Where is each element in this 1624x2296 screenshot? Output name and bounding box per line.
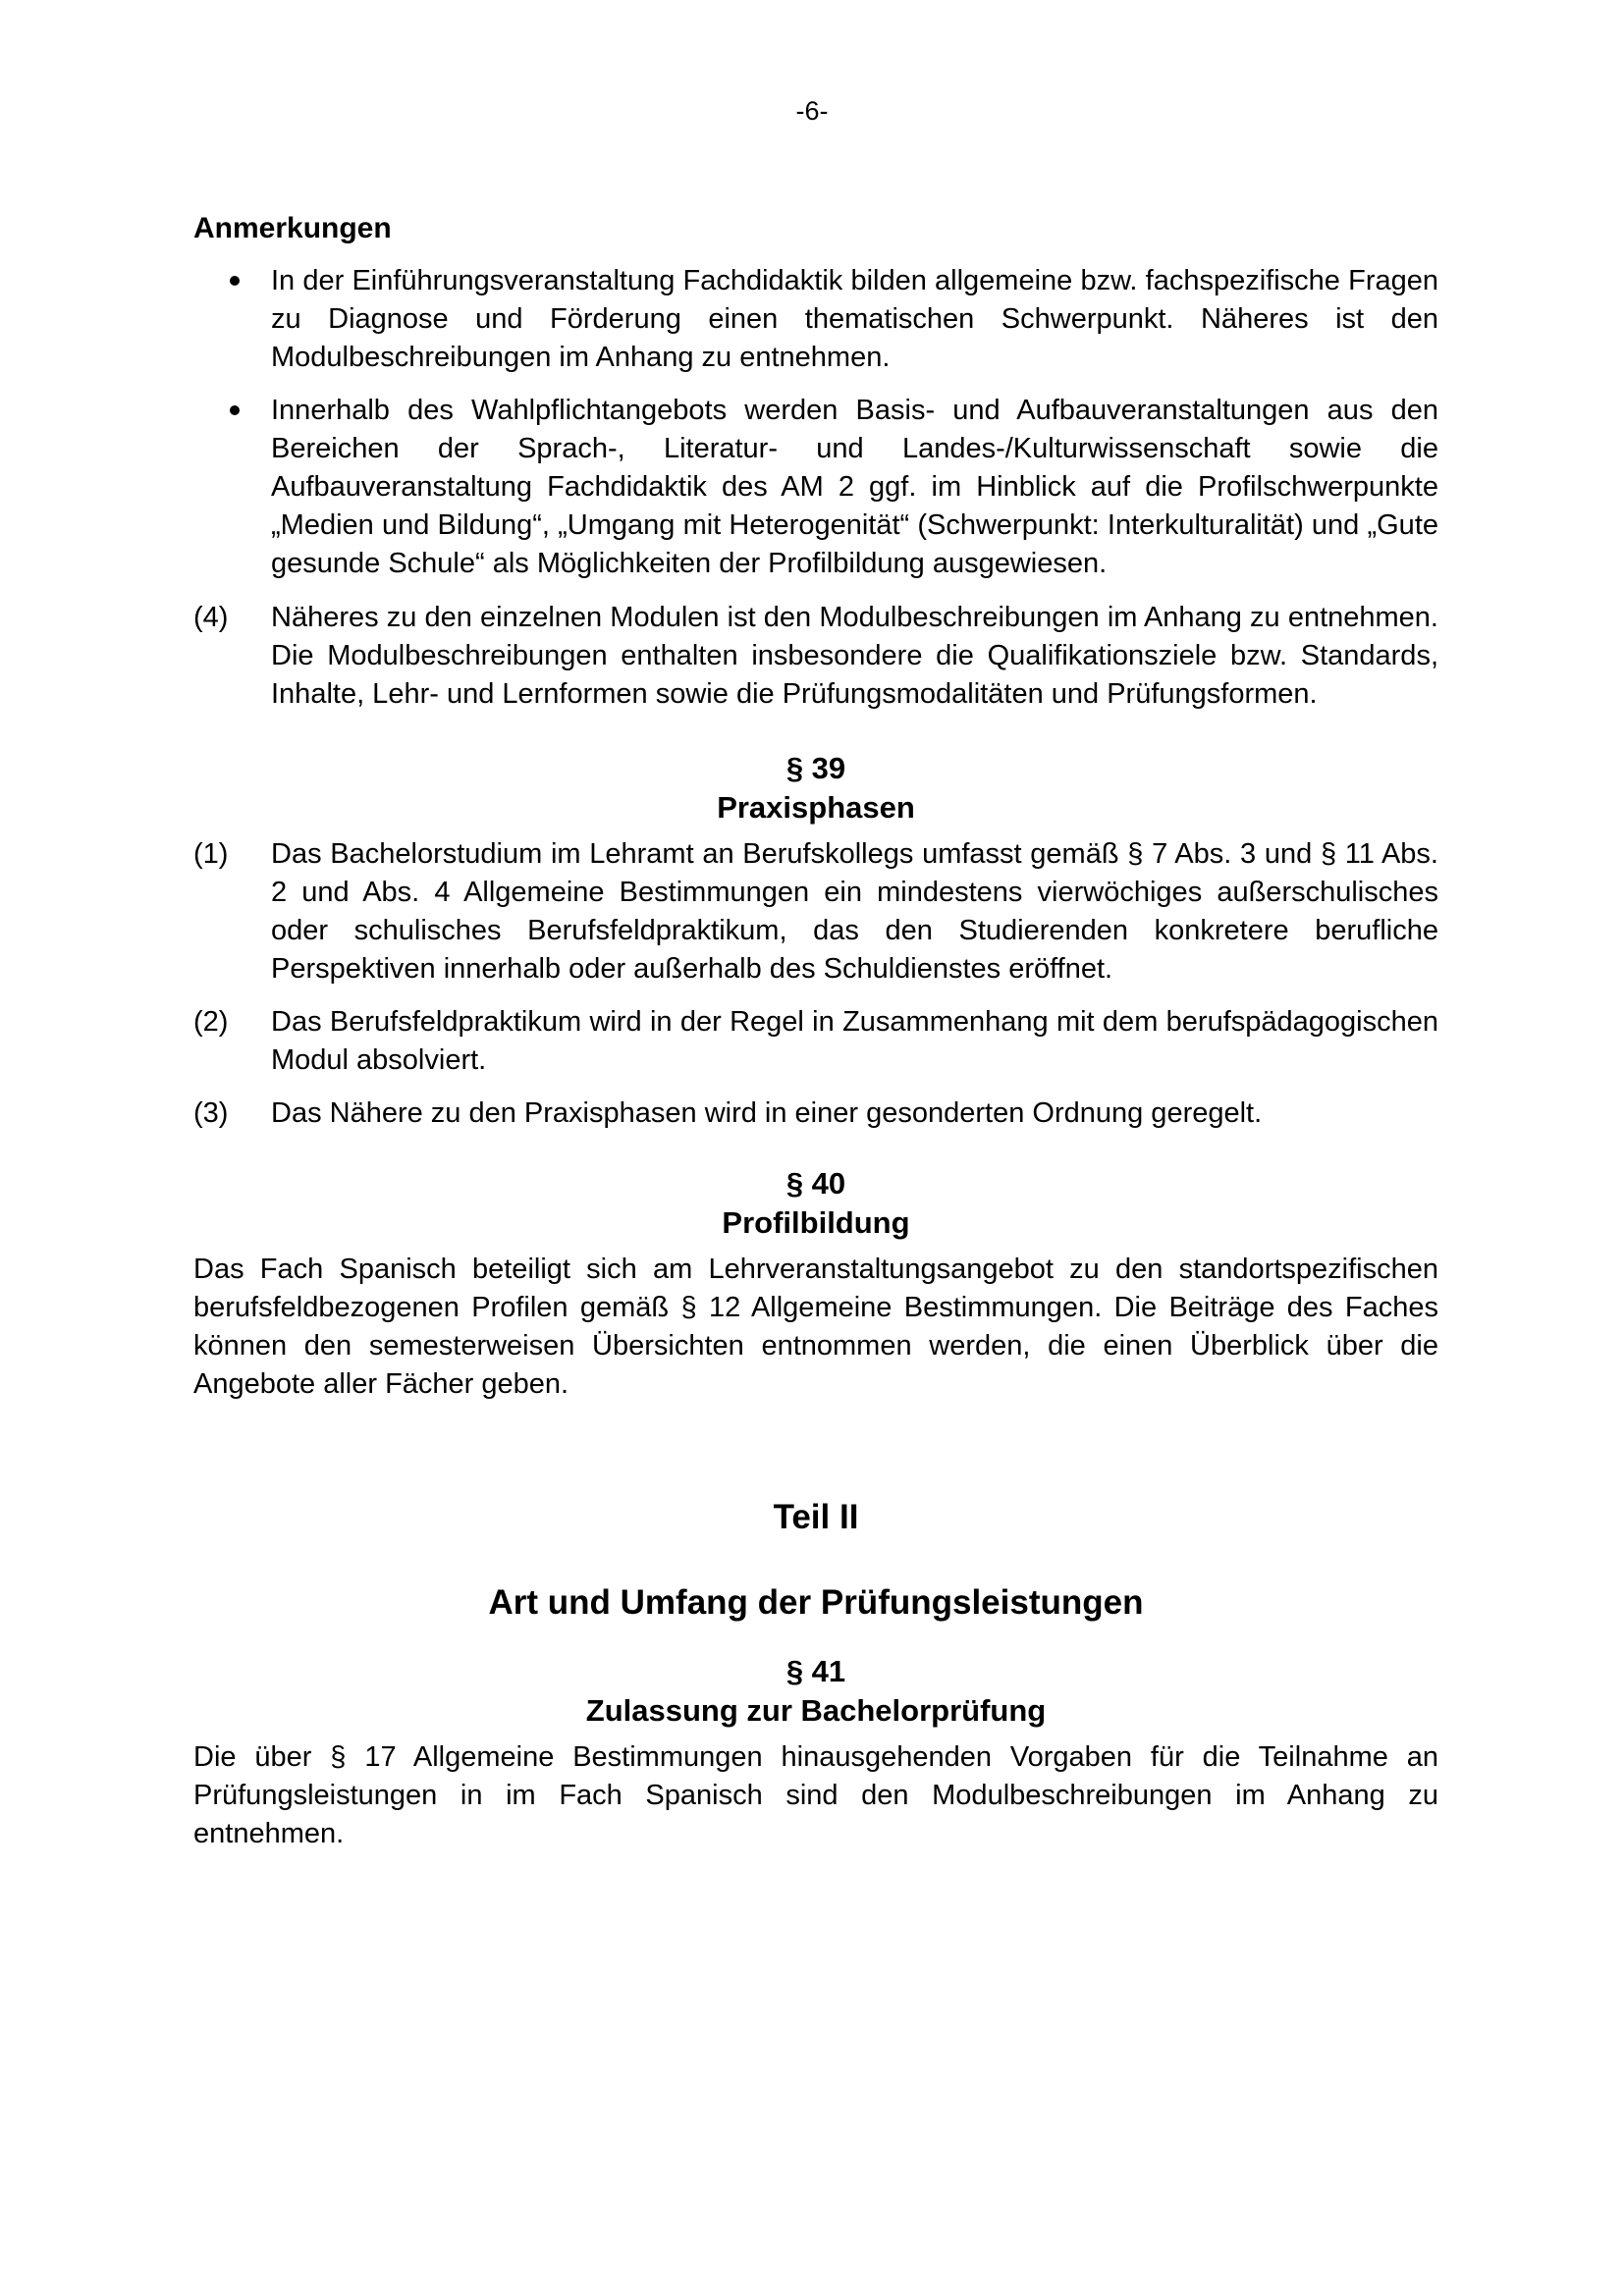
paragraph-text: Das Bachelorstudium im Lehramt an Berufskollegs umfasst gemäß § 7 Abs. 3 und § 11 Abs. 2 und Abs. 4 Allgemeine Bestimmungen ein mindestens vierwöchiges außerschulisches oder schulisches Berufsfeldpraktikum, das den Studierenden konkretere berufliche Perspektiven innerhalb oder außerhalb des Schuldienstes eröffnet. — [271, 838, 1438, 985]
section-39-number: § 39 — [785, 751, 846, 785]
section-40-title: Profilbildung — [722, 1205, 910, 1240]
bullet-icon — [230, 405, 240, 415]
section-41-title: Zulassung zur Bachelorprüfung — [585, 1693, 1047, 1728]
part-title: Teil II — [773, 1498, 859, 1536]
part-subtitle: Art und Umfang der Prüfungsleistungen — [488, 1583, 1144, 1622]
page-number: -6- — [795, 96, 829, 126]
section-41-text: Die über § 17 Allgemeine Bestimmungen hinausgehenden Vorgaben für die Teilnahme an Prüfungsleistungen in im Fach Spanisch sind den Modulbeschreibungen im Anhang zu entnehmen. — [193, 1741, 1438, 1849]
paragraph-number: (2) — [193, 1006, 229, 1038]
paragraph-text: Das Berufsfeldpraktikum wird in der Regel in Zusammenhang mit dem berufspädagogischen Modul absolviert. — [271, 1006, 1438, 1076]
section-41-number: § 41 — [785, 1654, 846, 1688]
anmerkung-bullet-1 — [193, 262, 1438, 377]
anmerkungen-heading: Anmerkungen — [193, 212, 392, 244]
section-39-item-1 — [193, 835, 1438, 988]
section-40-number: § 40 — [785, 1166, 846, 1201]
paragraph-4 — [193, 599, 1438, 714]
paragraph-number: (1) — [193, 838, 229, 870]
document-body — [193, 0, 1438, 1853]
paragraph-text: Das Nähere zu den Praxisphasen wird in einer gesonderten Ordnung geregelt. — [271, 1097, 1263, 1129]
bullet-text: Innerhalb des Wahlpflichtangebots werden Basis- und Aufbauveranstaltungen aus den Bereichen der Sprach-, Literatur- und Landes-/Kulturwissenschaft sowie die Aufbauveranstaltung Fachdidaktik des AM 2 ggf. im Hinblick auf die Profilschwerpunkte „Medien und Bildung“, „Umgang mit Heterogenität“ (Schwerpunkt: Interkulturalität) und „Gute gesunde Schule“ als Möglichkeiten der Profilbildung ausgewiesen. — [271, 395, 1438, 579]
section-39-title: Praxisphasen — [717, 790, 915, 825]
section-39-item-2 — [193, 1003, 1438, 1080]
section-40-text: Das Fach Spanisch beteiligt sich am Lehrveranstaltungsangebot zu den standortspezifischen berufsfeldbezogenen Profilen gemäß § 12 Allgemeine Bestimmungen. Die Beiträge des Faches können den semesterweisen Übersichten entnommen werden, die einen Überblick über die Angebote aller Fächer geben. — [193, 1254, 1438, 1400]
bullet-icon — [230, 276, 240, 286]
paragraph-text: Näheres zu den einzelnen Modulen ist den Modulbeschreibungen im Anhang zu entnehmen. Die Modulbeschreibungen enthalten insbesondere die Qualifikationsziele bzw. Standards, Inhalte, Lehr- und Lernformen sowie die Prüfungsmodalitäten und Prüfungsformen. — [271, 602, 1438, 710]
anmerkung-bullet-2 — [193, 392, 1438, 583]
bullet-text: In der Einführungsveranstaltung Fachdidaktik bilden allgemeine bzw. fachspezifische Fragen zu Diagnose und Förderung einen thematischen Schwerpunkt. Näheres ist den Modulbeschreibungen im Anhang zu entnehmen. — [271, 265, 1438, 373]
paragraph-number: (4) — [193, 602, 229, 633]
paragraph-number: (3) — [193, 1097, 229, 1129]
section-39-item-3 — [193, 1095, 1438, 1133]
